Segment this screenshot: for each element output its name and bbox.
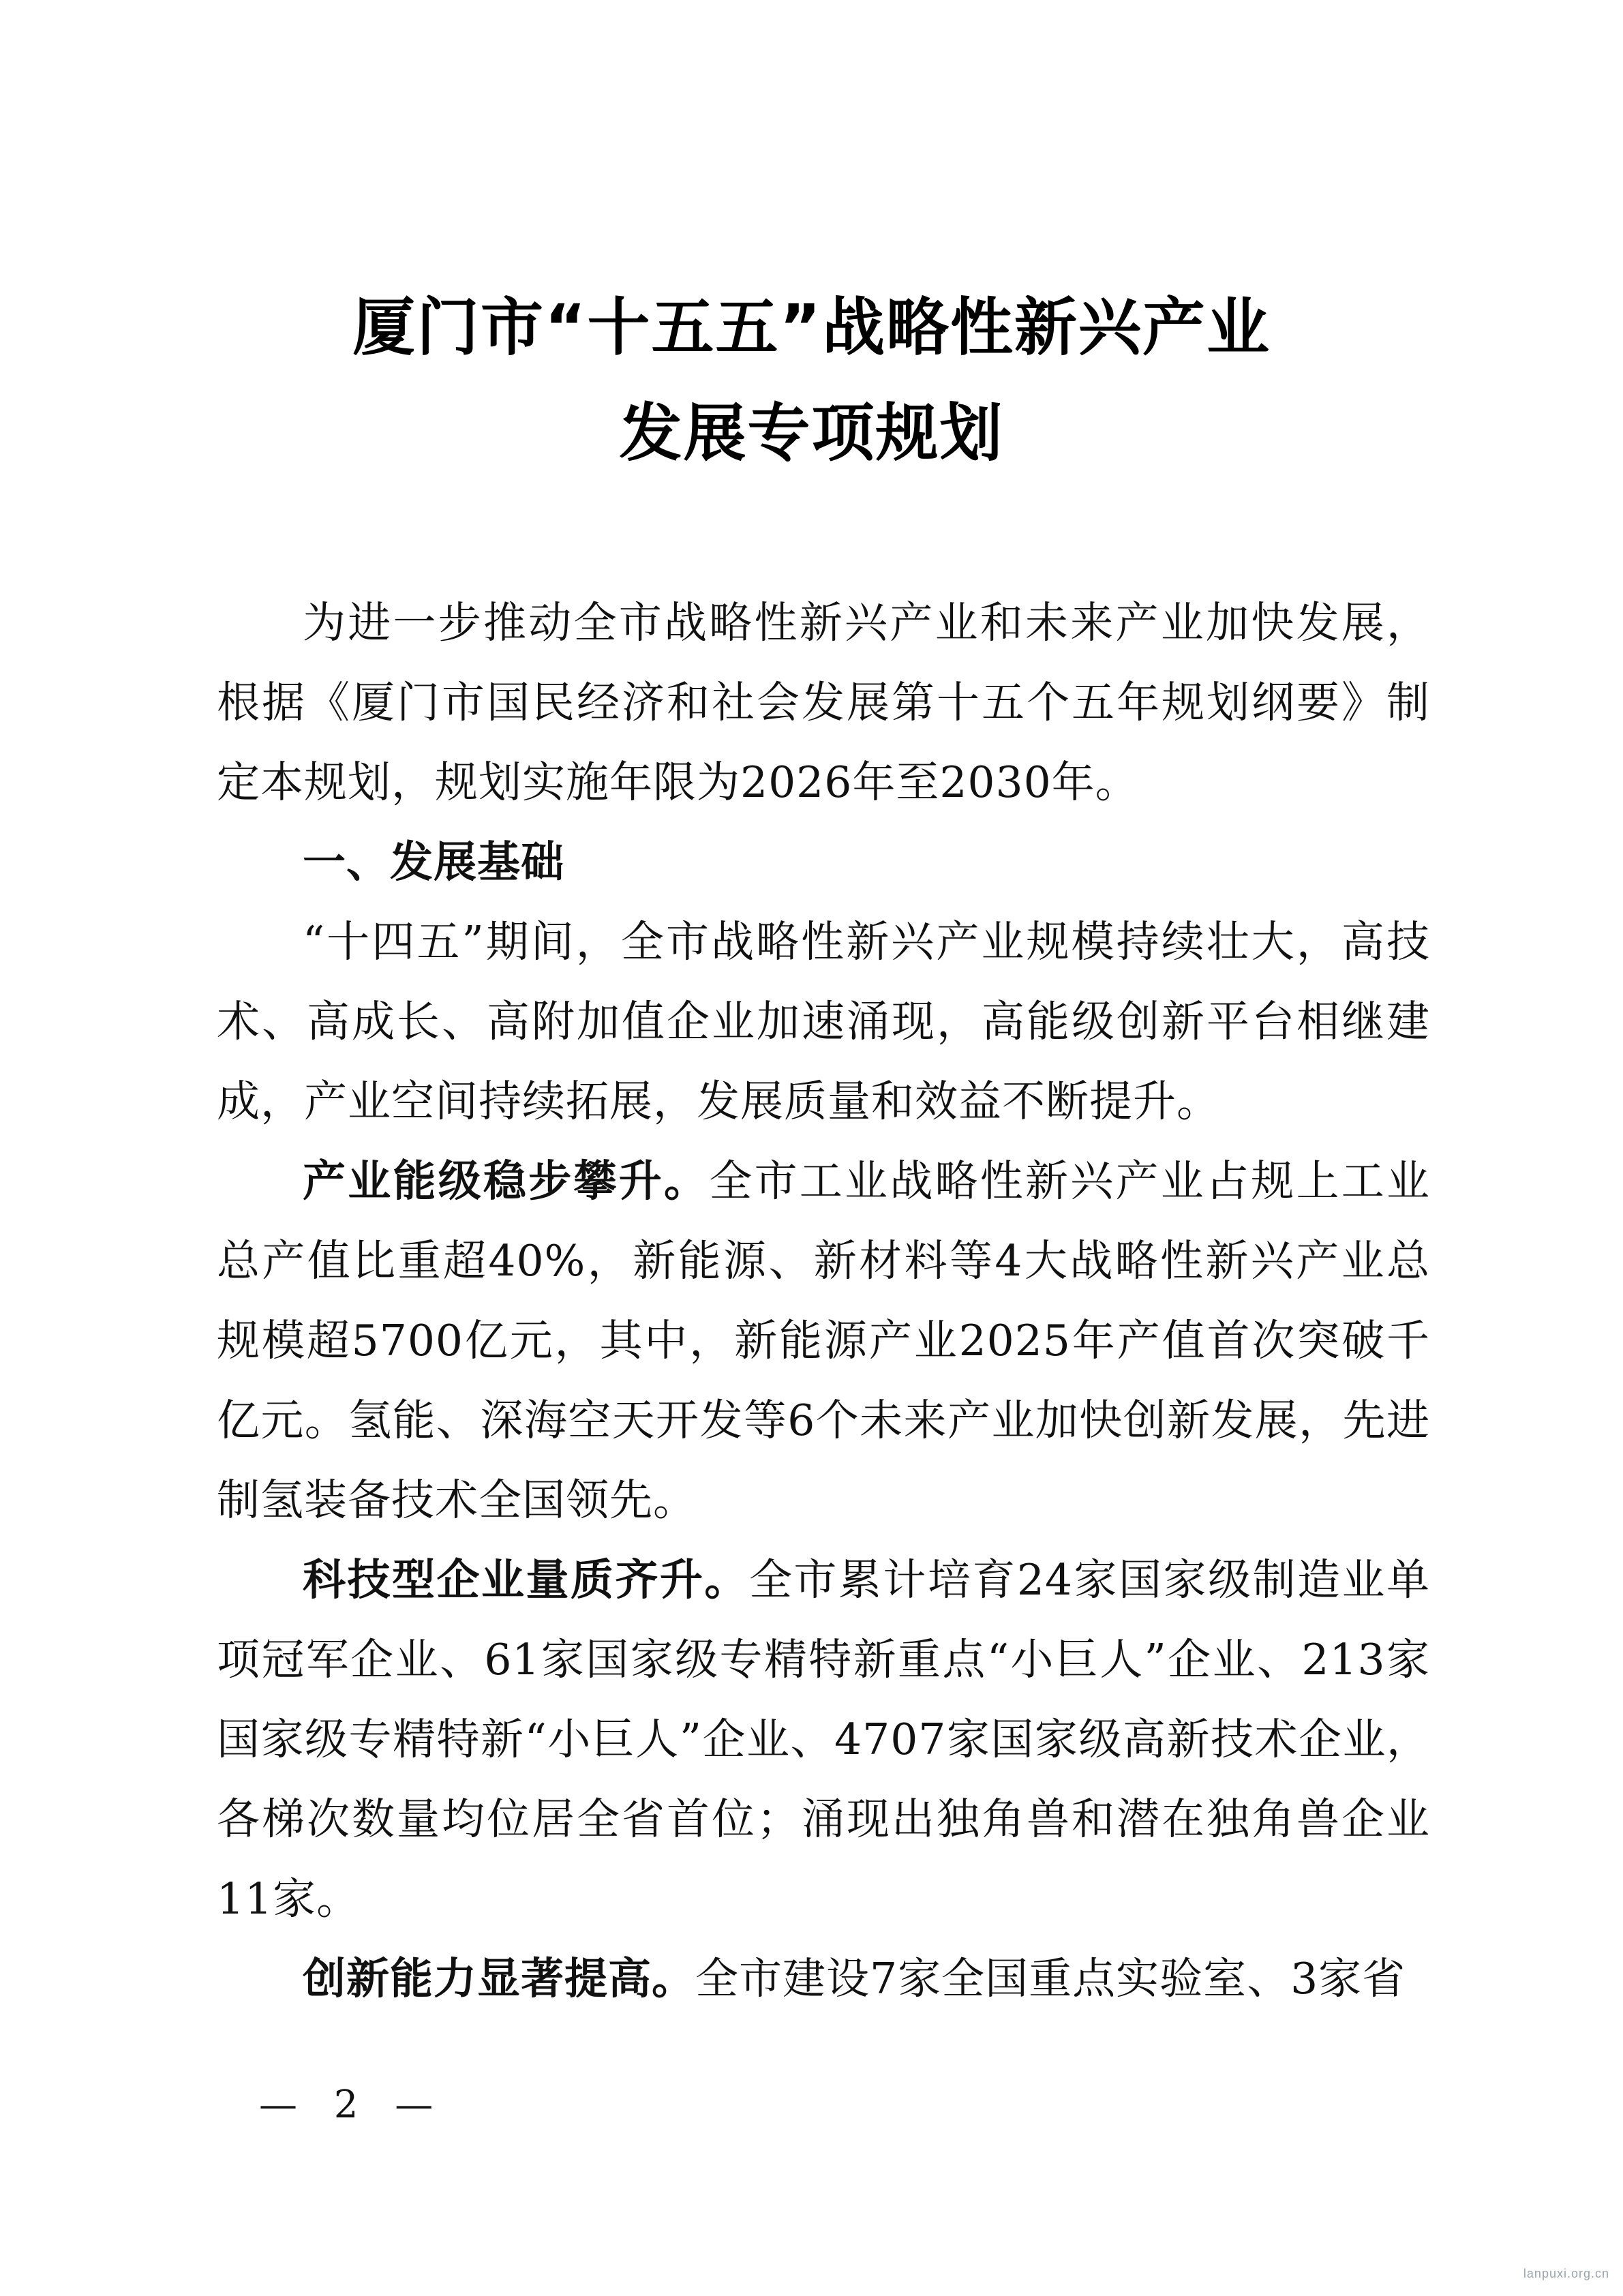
paragraph-innovation: [217, 1939, 1430, 2019]
paragraph-industry-level: [217, 1141, 1430, 1540]
paragraph-tech-enterprises: [217, 1540, 1430, 1939]
paragraph-text: 全市累计培育24家国家级制造业单项冠军企业、61家国家级专精特新重点“小巨人”企业、213家国家级专精特新“小巨人”企业、4707家国家级高新技术企业，各梯次数量均位居全省首位；涌现出独角兽和潜在独角兽企业11家。: [217, 1555, 1431, 1924]
document-title-line-2: 发展专项规划: [619, 397, 1004, 470]
intro-paragraph: 为进一步推动全市战略性新兴产业和未来产业加快发展，根据《厦门市国民经济和社会发展第十五个五年规划纲要》制定本规划，规划实施年限为2026年至2030年。: [217, 598, 1430, 807]
paragraph-lead: 创新能力显著提高。: [303, 1954, 695, 2004]
section-intro-paragraph: “十四五”期间，全市战略性新兴产业规模持续壮大，高技术、高成长、高附加值企业加速涌现，高能级创新平台相继建成，产业空间持续拓展，发展质量和效益不断提升。: [217, 917, 1430, 1126]
paragraph-lead: 科技型企业量质齐升。: [303, 1555, 749, 1605]
page-number: — 2 —: [259, 2083, 446, 2127]
paragraph-text: 全市工业战略性新兴产业占规上工业总产值比重超40%，新能源、新材料等4大战略性新兴产业总规模超5700亿元，其中，新能源产业2025年产值首次突破千亿元。氢能、深海空天开发等6个未来产业加快创新发展，先进制氢装备技术全国领先。: [217, 1156, 1430, 1525]
paragraph-text: 全市建设7家全国重点实验室、3家省: [695, 1954, 1406, 2004]
section-heading: 一、发展基础: [303, 837, 564, 887]
paragraph-lead: 产业能级稳步攀升。: [303, 1156, 710, 1206]
watermark: lanpuxi.org.cn: [1523, 2267, 1609, 2280]
document-title-line-1: 厦门市“十五五”战略性新兴产业: [352, 291, 1271, 364]
document-body: [217, 583, 1430, 2019]
